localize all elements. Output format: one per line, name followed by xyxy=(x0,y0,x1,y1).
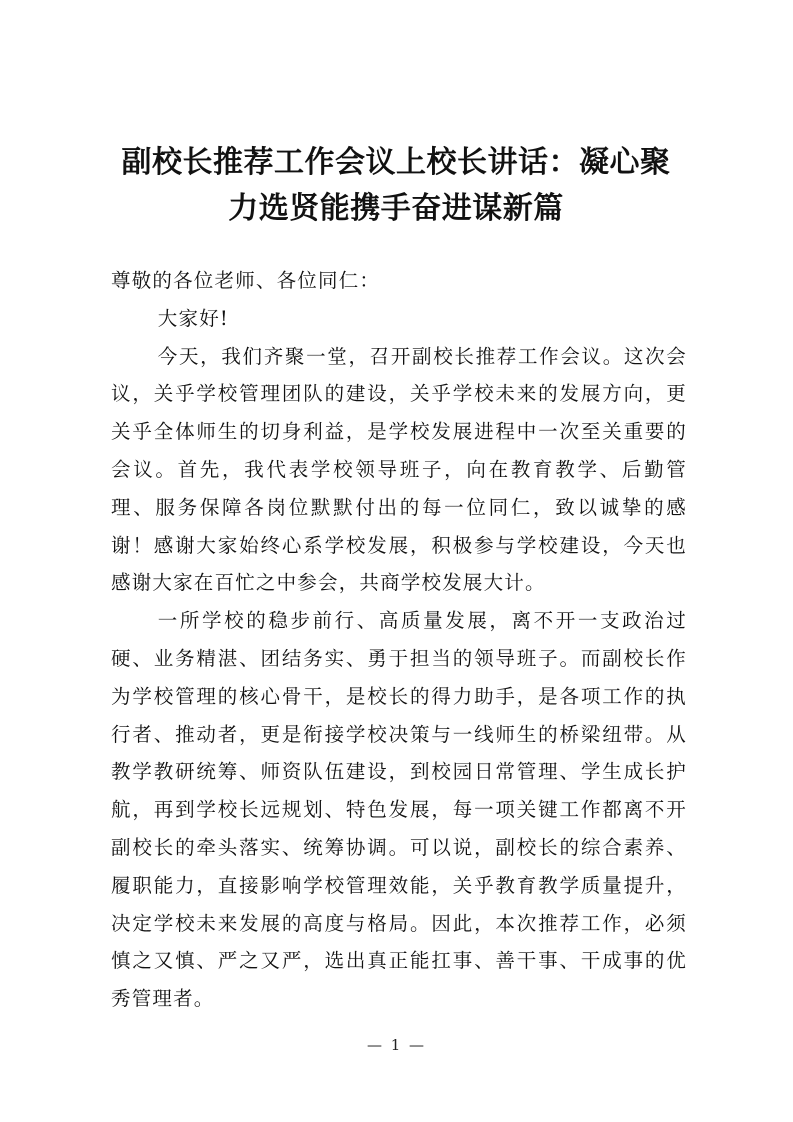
title-line-2: 力选贤能携手奋进谋新篇 xyxy=(228,191,564,226)
salutation: 尊敬的各位老师、各位同仁： xyxy=(111,269,381,292)
title-line-1: 副校长推荐工作会议上校长讲话：凝心聚 xyxy=(121,145,671,180)
paragraph-2: 一所学校的稳步前行、高质量发展，离不开一支政治过硬、业务精湛、团结务实、勇于担当的领导班子。而副校长作为学校管理的核心骨干，是校长的得力助手，是各项工作的执行者、推动者，更是衔接学校决策与一线师生的桥梁纽带。从教学教研统筹、师资队伍建设，到校园日常管理、学生成长护航，再到学校长远规划、特色发展，每一项关键工作都离不开副校长的牵头落实、统筹协调。可以说，副校长的综合素养、履职能力，直接影响学校管理效能，关乎教育教学质量提升，决定学校未来发展的高度与格局。因此，本次推荐工作，必须慎之又慎、严之又严，选出真正能扛事、善干事、干成事的优秀管理者。 xyxy=(111,609,687,1011)
greeting: 大家好! xyxy=(157,306,229,330)
document-body xyxy=(111,262,687,1018)
page-number: — 1 — xyxy=(366,1036,427,1054)
document-title xyxy=(96,140,696,232)
paragraph-1: 今天，我们齐聚一堂，召开副校长推荐工作会议。这次会议，关乎学校管理团队的建设，关乎学校未来的发展方向，更关乎全体师生的切身利益，是学校发展进程中一次至关重要的会议。首先，我代表学校领导班子，向在教育教学、后勤管理、服务保障各岗位默默付出的每一位同仁，致以诚挚的感谢！感谢大家始终心系学校发展，积极参与学校建设，今天也感谢大家在百忙之中参会，共商学校发展大计。 xyxy=(111,344,687,595)
